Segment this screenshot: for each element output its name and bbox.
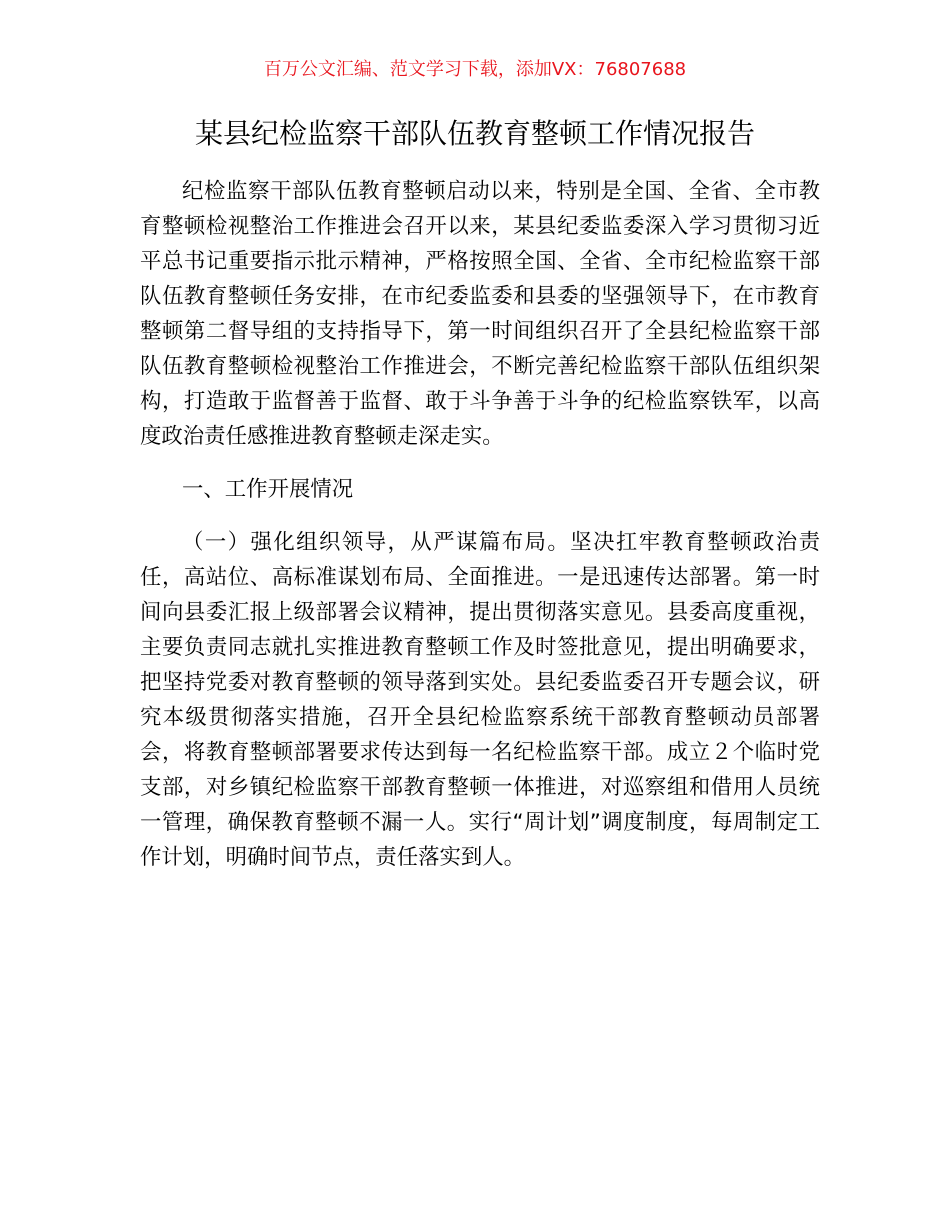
intro-paragraph: 纪检监察干部队伍教育整顿启动以来，特别是全国、全省、全市教育整顿检视整治工作推进会召开以来，某县纪委监委深入学习贯彻习近平总书记重要指示批示精神，严格按照全国、全省、全市纪检监察干部队伍教育整顿任务安排，在市纪委监委和县委的坚强领导下，在市教育整顿第二督导组的支持指导下，第一时间组织召开了全县纪检监察干部队伍教育整顿检视整治工作推进会，不断完善纪检监察干部队伍组织架构，打造敢于监督善于监督、敢于斗争善于斗争的纪检监察铁军，以高度政治责任感推进教育整顿走深走实。 <box>140 179 820 449</box>
section-heading-1: 一、工作开展情况 <box>182 477 354 502</box>
watermark-header: 百万公文汇编、范文学习下载，添加VX：76807688 <box>263 59 687 80</box>
section1-paragraph-1: （一）强化组织领导，从严谋篇布局。坚决扛牢教育整顿政治责任，高站位、高标准谋划布局、全面推进。一是迅速传达部署。第一时间向县委汇报上级部署会议精神，提出贯彻落实意见。县委高度重视，主要负责同志就扎实推进教育整顿工作及时签批意见，提出明确要求，把坚持党委对教育整顿的领导落到实处。县纪委监委召开专题会议，研究本级贯彻落实措施，召开全县纪检监察系统干部教育整顿动员部署会，将教育整顿部署要求传达到每一名纪检监察干部。成立２个临时党支部，对乡镇纪检监察干部教育整顿一体推进，对巡察组和借用人员统一管理，确保教育整顿不漏一人。实行“周计划”调度制度，每周制定工作计划，明确时间节点，责任落实到人。 <box>140 530 820 870</box>
document-title: 某县纪检监察干部队伍教育整顿工作情况报告 <box>194 117 755 150</box>
document-body <box>140 174 820 875</box>
